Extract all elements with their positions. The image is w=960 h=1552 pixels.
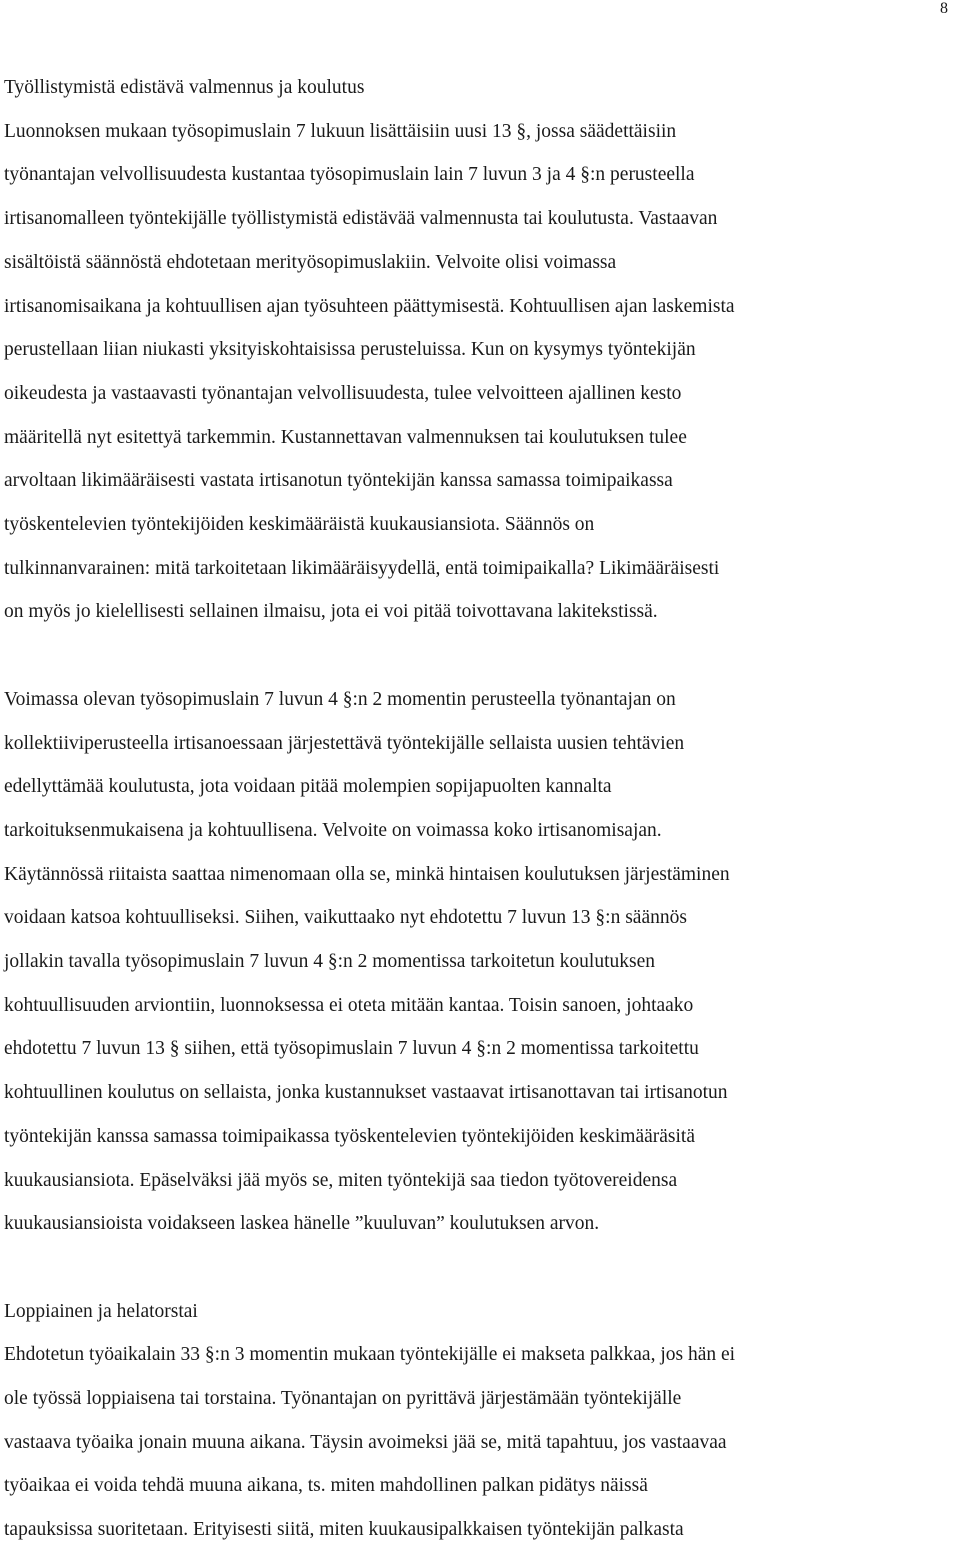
- paragraph-line: irtisanomalleen työntekijälle työllistymistä edistävää valmennusta tai koulutusta. Vastaavan: [4, 208, 718, 230]
- section-loppiainen: [4, 1290, 956, 1552]
- paragraph-line: työnantajan velvollisuudesta kustantaa työsopimuslain lain 7 luvun 3 ja 4 §:n perusteella: [4, 164, 695, 186]
- paragraph-line: oikeudesta ja vastaavasti työnantajan velvollisuudesta, tulee velvoitteen ajallinen kesto: [4, 382, 682, 404]
- paragraph-line: Ehdotetun työaikalain 33 §:n 3 momentin mukaan työntekijälle ei makseta palkkaa, jos hän ei: [4, 1344, 736, 1366]
- paragraph-line: ehdotettu 7 luvun 13 § siihen, että työsopimuslain 7 luvun 4 §:n 2 momentissa tarkoitettu: [4, 1038, 699, 1060]
- paragraph-line: arvoltaan likimääräisesti vastata irtisanotun työntekijän kanssa samassa toimipaikassa: [4, 470, 673, 492]
- document-body: [4, 66, 956, 1552]
- section-koulutus: [4, 678, 956, 1246]
- paragraph-line: työntekijän kanssa samassa toimipaikassa työskentelevien työntekijöiden keskimääräsitä: [4, 1125, 695, 1147]
- section-valmennus: [4, 66, 956, 634]
- paragraph-line: ole työssä loppiaisena tai torstaina. Työnantajan on pyrittävä järjestämään työntekijälle: [4, 1388, 682, 1410]
- paragraph-line: Voimassa olevan työsopimuslain 7 luvun 4 §:n 2 momentin perusteella työnantajan on: [4, 688, 676, 710]
- paragraph-line: jollakin tavalla työsopimuslain 7 luvun 4 §:n 2 momentissa tarkoitetun koulutuksen: [4, 951, 656, 973]
- section-heading: Työllistymistä edistävä valmennus ja koulutus: [4, 77, 365, 98]
- paragraph-line: kollektiiviperusteella irtisanoessaan järjestettävä työntekijälle sellaista uusien tehtävien: [4, 732, 685, 754]
- paragraph-line: vastaava työaika jonain muuna aikana. Täysin avoimeksi jää se, mitä tapahtuu, jos vastaavaa: [4, 1431, 727, 1453]
- paragraph-line: on myös jo kielellisesti sellainen ilmaisu, jota ei voi pitää toivottavana lakitekstissä.: [4, 601, 658, 623]
- paragraph-line: määritellä nyt esitettyä tarkemmin. Kustannettavan valmennuksen tai koulutuksen tulee: [4, 426, 687, 448]
- paragraph-line: voidaan katsoa kohtuulliseksi. Siihen, vaikuttaako nyt ehdotettu 7 luvun 13 §:n säännös: [4, 907, 687, 929]
- paragraph-line: kuukausiansioista voidakseen laskea hänelle ”kuuluvan” koulutuksen arvon.: [4, 1213, 600, 1235]
- paragraph-line: työaikaa ei voida tehdä muuna aikana, ts. miten mahdollinen palkan pidätys näissä: [4, 1475, 648, 1497]
- paragraph-spacer: [4, 1246, 956, 1290]
- page-number: 8: [940, 0, 948, 17]
- paragraph-line: kohtuullinen koulutus on sellaista, jonka kustannukset vastaavat irtisanottavan tai irtisanotun: [4, 1082, 728, 1104]
- paragraph-line: tulkinnanvarainen: mitä tarkoitetaan likimääräisyydellä, entä toimipaikalla? Likimääräisesti: [4, 557, 720, 579]
- paragraph-line: Käytännössä riitaista saattaa nimenomaan olla se, minkä hintaisen koulutuksen järjestäminen: [4, 863, 730, 885]
- paragraph-line: perustellaan liian niukasti yksityiskohtaisissa perusteluissa. Kun on kysymys työntekijän: [4, 339, 696, 361]
- paragraph-line: edellyttämää koulutusta, jota voidaan pitää molempien sopijapuolten kannalta: [4, 776, 612, 798]
- paragraph-line: tarkoituksenmukaisena ja kohtuullisena. Velvoite on voimassa koko irtisanomisajan.: [4, 819, 662, 841]
- section-heading: Loppiainen ja helatorstai: [4, 1300, 198, 1322]
- paragraph-line: työskentelevien työntekijöiden keskimääräistä kuukausiansiota. Säännös on: [4, 514, 595, 536]
- paragraph-spacer: [4, 634, 956, 678]
- paragraph-line: kohtuullisuuden arviontiin, luonnoksessa ei oteta mitään kantaa. Toisin sanoen, johtaako: [4, 994, 694, 1016]
- paragraph-line: Luonnoksen mukaan työsopimuslain 7 lukuun lisättäisiin uusi 13 §, jossa säädettäisiin: [4, 120, 677, 142]
- paragraph-line: tapauksissa suoritetaan. Erityisesti siitä, miten kuukausipalkkaisen työntekijän palkasta: [4, 1519, 684, 1541]
- paragraph-line: irtisanomisaikana ja kohtuullisen ajan työsuhteen päättymisestä. Kohtuullisen ajan laskemista: [4, 295, 735, 317]
- paragraph-line: sisältöistä säännöstä ehdotetaan merityösopimuslakiin. Velvoite olisi voimassa: [4, 251, 617, 273]
- paragraph-line: kuukausiansiota. Epäselväksi jää myös se, miten työntekijä saa tiedon työtovereidensa: [4, 1169, 678, 1191]
